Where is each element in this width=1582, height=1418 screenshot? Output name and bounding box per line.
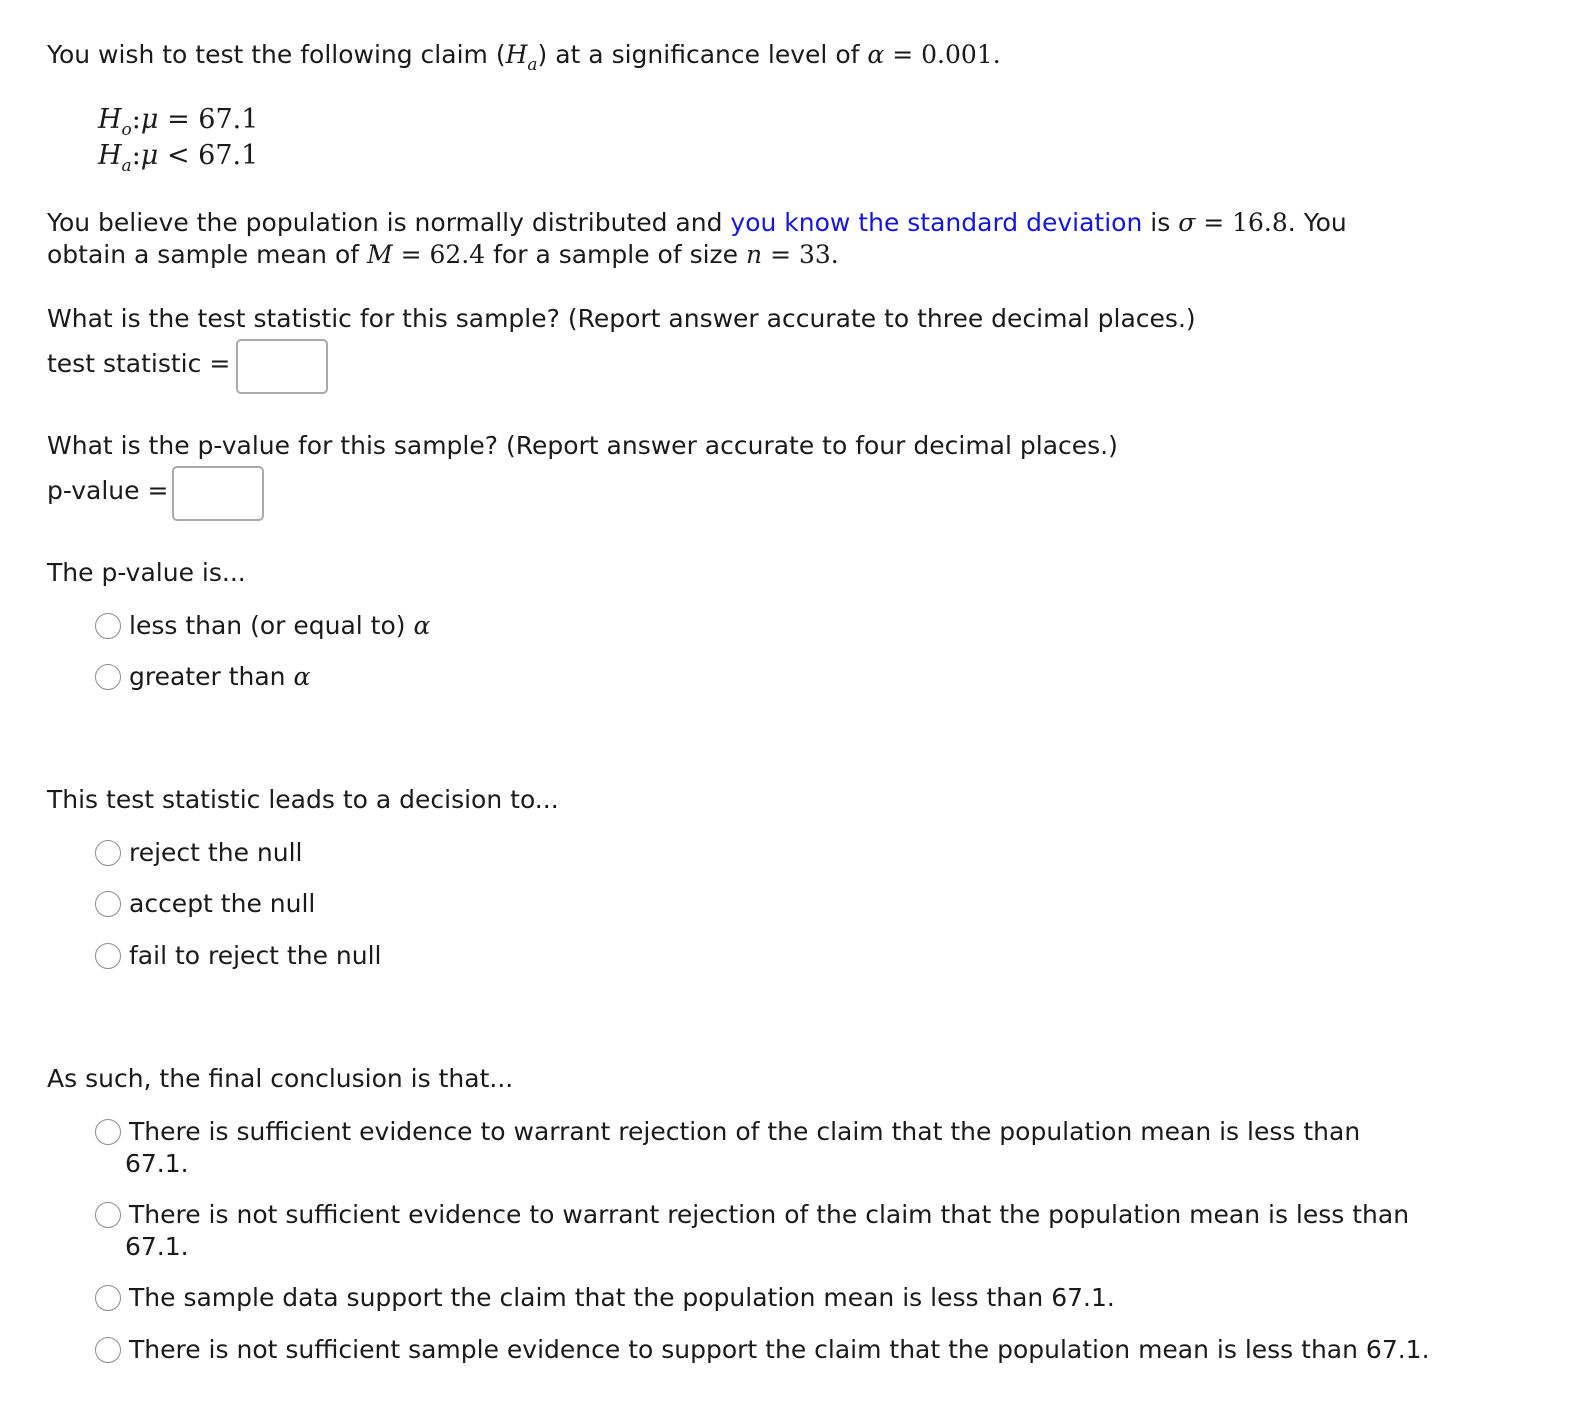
null-hypothesis: $H_o:\mu = 67.1$ bbox=[98, 104, 259, 140]
given-line-1: You believe the population is normally distributed and you know the standard deviation is σ = 16.8. You bbox=[47, 208, 1347, 237]
conclusion-option-1[interactable]: There is sufficient evidence to warrant rejection of the claim that the population mean is less than 67.1. bbox=[95, 1116, 1360, 1180]
pvalue-question: What is the p-value for this sample? (Report answer accurate to four decimal places.) bbox=[47, 431, 1118, 460]
radio-button[interactable] bbox=[95, 1119, 121, 1145]
radio-button[interactable] bbox=[95, 1285, 121, 1311]
radio-button[interactable] bbox=[95, 840, 121, 866]
alt-hypothesis: $H_a:\mu < 67.1$ bbox=[98, 140, 259, 176]
alpha-value: 0.001 bbox=[921, 40, 993, 69]
compare-option-less-equal[interactable]: less than (or equal to) α bbox=[95, 610, 430, 642]
decision-option-fail-to-reject[interactable]: fail to reject the null bbox=[95, 940, 382, 972]
sd-known-link[interactable]: you know the standard deviation bbox=[730, 208, 1143, 237]
intro-text: You wish to test the following claim $(H_a)$ at a significance level of α = 0.001. bbox=[47, 40, 1001, 75]
pvalue-label: p-value = bbox=[47, 476, 169, 505]
decision-question: This test statistic leads to a decision to... bbox=[47, 785, 559, 814]
pvalue-input[interactable] bbox=[172, 466, 264, 521]
test-stat-label: test statistic = bbox=[47, 349, 231, 378]
radio-button[interactable] bbox=[95, 664, 121, 690]
radio-button[interactable] bbox=[95, 613, 121, 639]
radio-button[interactable] bbox=[95, 1202, 121, 1228]
decision-option-accept[interactable]: accept the null bbox=[95, 888, 315, 920]
test-statistic-input[interactable] bbox=[236, 339, 328, 394]
radio-button[interactable] bbox=[95, 891, 121, 917]
conclusion-option-2[interactable]: There is not sufficient evidence to warrant rejection of the claim that the population mean is less than 67.1. bbox=[95, 1199, 1409, 1263]
conclusion-option-4[interactable]: There is not sufficient sample evidence to support the claim that the population mean is less than 67.1. bbox=[95, 1334, 1430, 1366]
conclusion-option-3[interactable]: The sample data support the claim that the population mean is less than 67.1. bbox=[95, 1282, 1115, 1314]
conclusion-question: As such, the final conclusion is that... bbox=[47, 1064, 514, 1093]
given-line-2: obtain a sample mean of M = 62.4 for a sample of size n = 33. bbox=[47, 240, 839, 269]
compare-question: The p-value is... bbox=[47, 558, 246, 587]
test-stat-question: What is the test statistic for this sample? (Report answer accurate to three decimal places.) bbox=[47, 304, 1196, 333]
decision-option-reject[interactable]: reject the null bbox=[95, 837, 303, 869]
radio-button[interactable] bbox=[95, 943, 121, 969]
radio-button[interactable] bbox=[95, 1337, 121, 1363]
compare-option-greater[interactable]: greater than α bbox=[95, 661, 310, 693]
ha-symbol: H bbox=[505, 40, 528, 69]
